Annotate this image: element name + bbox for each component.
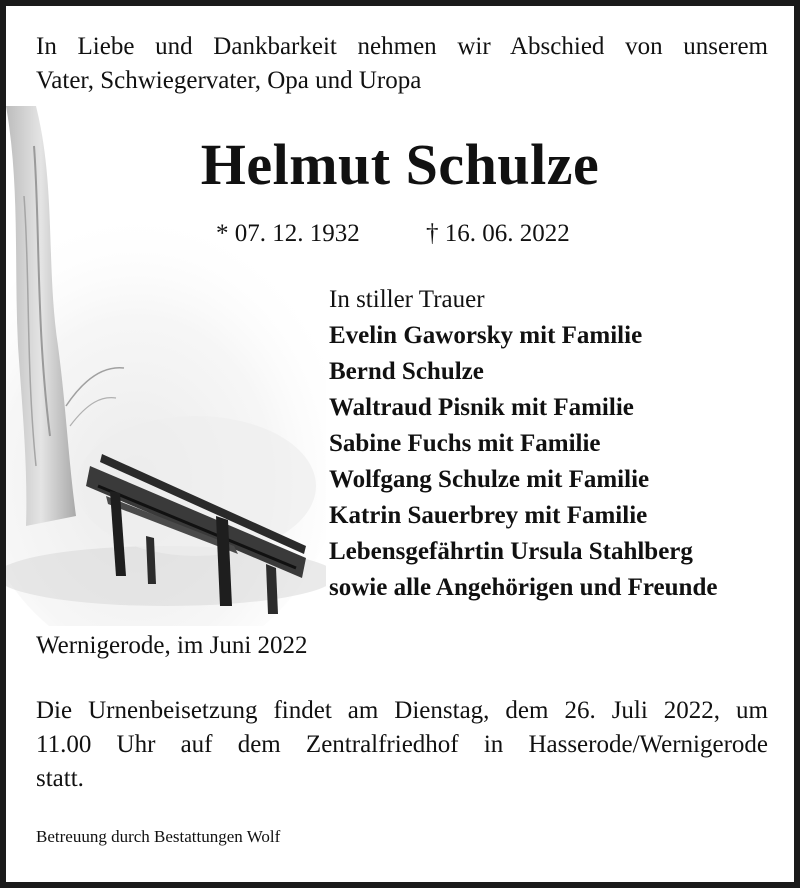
burial-line-3: statt. xyxy=(36,765,84,792)
mourners-heading: In stiller Trauer xyxy=(329,286,485,313)
burial-line-1: Die Urnenbeisetzung findet am Dienstag, dem 26. Juli 2022, um xyxy=(36,697,768,724)
funeral-home-credit: Betreuung durch Bestattungen Wolf xyxy=(36,827,281,846)
intro-line-1: In Liebe und Dankbarkeit nehmen wir Abschied von unserem xyxy=(36,33,768,60)
mourner-name: Sabine Fuchs mit Familie xyxy=(329,430,601,457)
mourner-name: Waltraud Pisnik mit Familie xyxy=(329,394,634,421)
mourner-name: Lebensgefährtin Ursula Stahlberg xyxy=(329,538,693,565)
death-date: † 16. 06. 2022 xyxy=(426,220,570,247)
mourners-list xyxy=(329,282,779,606)
mourner-name: Wolfgang Schulze mit Familie xyxy=(329,466,650,493)
burial-line-2: 11.00 Uhr auf dem Zentralfriedhof in Hasserode/Wernigerode xyxy=(36,731,768,758)
mourner-name: sowie alle Angehörigen und Freunde xyxy=(329,574,718,601)
burial-info xyxy=(36,694,768,796)
mourner-name: Bernd Schulze xyxy=(329,358,484,385)
place-date: Wernigerode, im Juni 2022 xyxy=(36,632,308,659)
obituary-notice xyxy=(6,6,794,882)
birth-date: * 07. 12. 1932 xyxy=(216,220,360,247)
mourner-name: Katrin Sauerbrey mit Familie xyxy=(329,502,648,529)
intro-line-2: Vater, Schwiegervater, Opa und Uropa xyxy=(36,67,422,94)
intro-text xyxy=(36,30,768,98)
mourner-name: Evelin Gaworsky mit Familie xyxy=(329,322,643,349)
deceased-name: Helmut Schulze xyxy=(200,132,600,197)
